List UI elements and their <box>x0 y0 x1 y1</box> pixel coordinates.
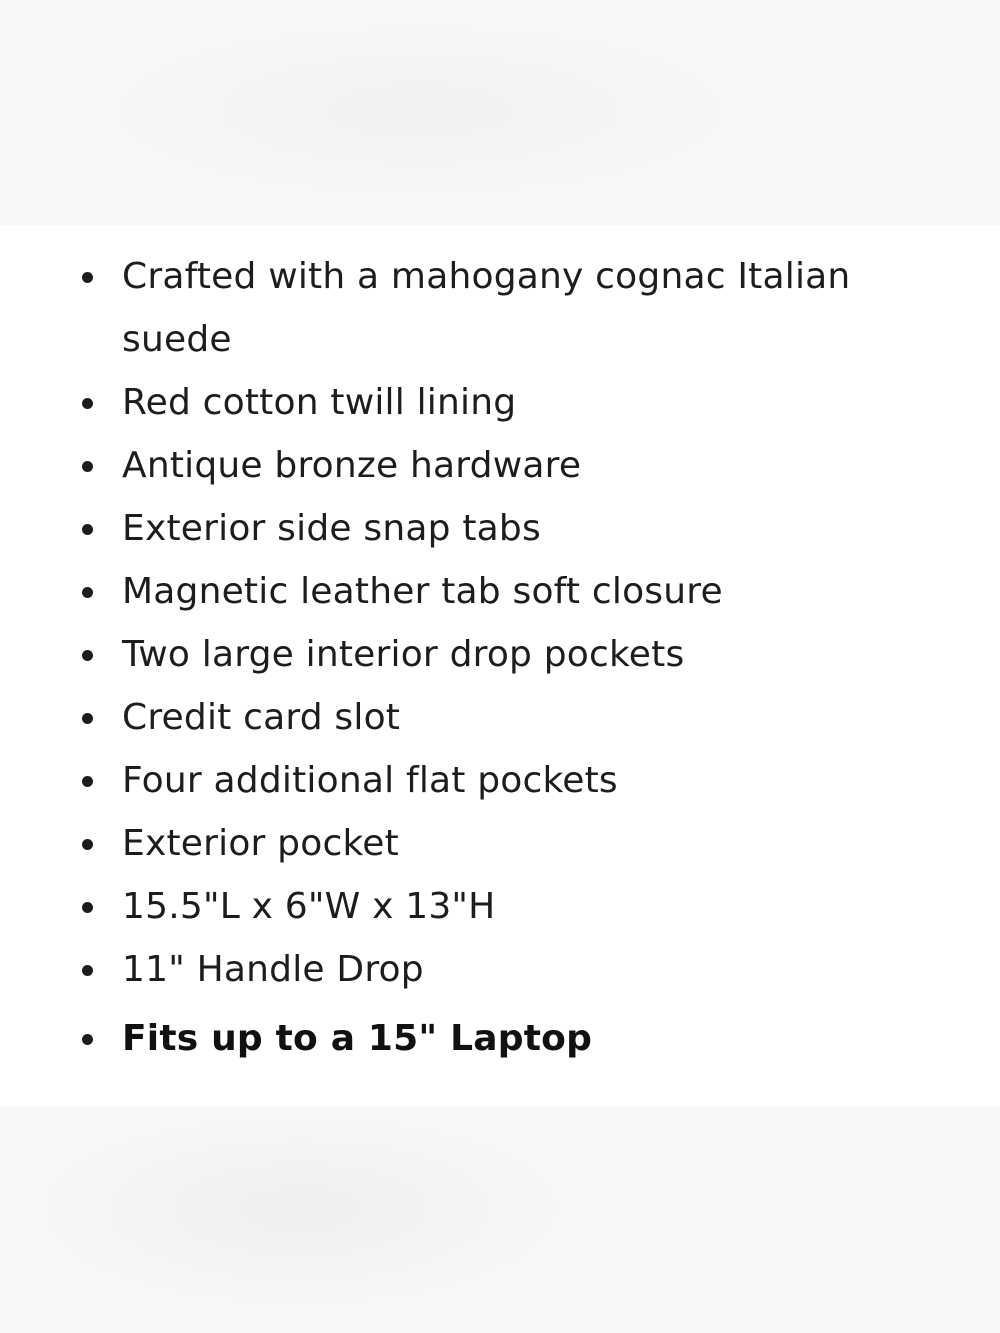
feature-text: Crafted with a mahogany cognac Italian suede <box>122 256 851 360</box>
feature-text: Fits up to a 15" Laptop <box>122 1018 593 1059</box>
bullet-icon <box>82 524 93 535</box>
feature-item-laptop-fit <box>0 1007 1000 1070</box>
feature-text: Magnetic leather tab soft closure <box>122 571 723 612</box>
feature-text: Exterior side snap tabs <box>122 508 541 549</box>
product-features-panel <box>0 225 1000 1107</box>
bullet-icon <box>82 272 93 283</box>
bullet-icon <box>82 776 93 787</box>
bullet-icon <box>82 461 93 472</box>
feature-text: Credit card slot <box>122 697 401 738</box>
bullet-icon <box>82 650 93 661</box>
feature-item-closure <box>0 560 1000 623</box>
bullet-icon <box>82 398 93 409</box>
bullet-icon <box>82 839 93 850</box>
feature-item-exterior-pocket <box>0 812 1000 875</box>
bullet-icon <box>82 965 93 976</box>
feature-text: Red cotton twill lining <box>122 382 517 423</box>
feature-item-lining <box>0 371 1000 434</box>
bullet-icon <box>82 1034 93 1045</box>
feature-text: 11" Handle Drop <box>122 949 424 990</box>
feature-item-handle-drop <box>0 938 1000 1001</box>
feature-text: Exterior pocket <box>122 823 399 864</box>
feature-text: 15.5"L x 6"W x 13"H <box>122 886 496 927</box>
feature-text: Four additional flat pockets <box>122 760 618 801</box>
feature-item-drop-pockets <box>0 623 1000 686</box>
feature-list <box>0 245 1000 1070</box>
bullet-icon <box>82 902 93 913</box>
bullet-icon <box>82 587 93 598</box>
feature-item-flat-pockets <box>0 749 1000 812</box>
feature-text: Antique bronze hardware <box>122 445 582 486</box>
feature-item-material <box>0 245 1000 371</box>
bullet-icon <box>82 713 93 724</box>
feature-text: Two large interior drop pockets <box>122 634 685 675</box>
feature-item-dimensions <box>0 875 1000 938</box>
feature-item-hardware <box>0 434 1000 497</box>
feature-item-snap-tabs <box>0 497 1000 560</box>
feature-item-card-slot <box>0 686 1000 749</box>
